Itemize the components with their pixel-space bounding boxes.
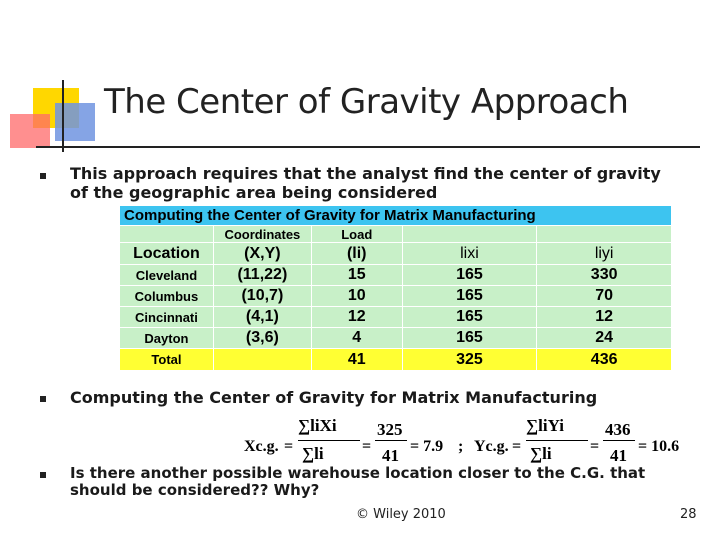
table-row: [120, 328, 672, 349]
bullet-text-3: Is there another possible warehouse location closer to the C.G. that should be considered?? Why?: [70, 464, 646, 499]
cell-total-lixi: 325: [402, 349, 537, 371]
cell-total-load: 41: [311, 349, 402, 371]
slide-title: The Center of Gravity Approach: [104, 82, 629, 122]
y-denominator: 41: [610, 446, 627, 465]
header-cell: [537, 226, 672, 243]
cell-liyi: 330: [537, 265, 672, 286]
cell-lixi: 165: [402, 307, 537, 328]
header-cell: Load: [311, 226, 402, 243]
header-cell: lixi: [402, 243, 537, 265]
x-numerator-sum: ∑liXi: [298, 416, 337, 435]
equals-sign: =: [590, 438, 600, 455]
page-number: 28: [680, 507, 697, 522]
cell-load: 10: [311, 286, 402, 307]
xcg-label: Xc.g.: [244, 438, 279, 455]
cell-liyi: 24: [537, 328, 672, 349]
cell-lixi: 165: [402, 328, 537, 349]
cell-coordinates: (11,22): [213, 265, 311, 286]
cell-total-liyi: 436: [537, 349, 672, 371]
cell-location: Cincinnati: [120, 307, 214, 328]
header-cell: Coordinates: [213, 226, 311, 243]
decor-vertical-line: [62, 80, 64, 152]
header-cell: [120, 226, 214, 243]
decor-red-square: [10, 114, 50, 148]
header-cell: liyi: [537, 243, 672, 265]
cell-load: 12: [311, 307, 402, 328]
x-denominator: 41: [382, 446, 399, 465]
header-cell: (li): [311, 243, 402, 265]
equals-sign: =: [362, 438, 372, 455]
cog-table: [119, 205, 672, 371]
cell-coordinates: (3,6): [213, 328, 311, 349]
equals-sign: =: [284, 438, 294, 455]
cell-location: Dayton: [120, 328, 214, 349]
bullet-text-1: This approach requires that the analyst find the center of gravity of the geographic area being considered: [70, 164, 661, 202]
footer-copyright: © Wiley 2010: [356, 507, 446, 522]
cell-coordinates: (4,1): [213, 307, 311, 328]
y-result: = 10.6: [638, 438, 680, 455]
separator: ;: [458, 438, 464, 455]
cell-lixi: 165: [402, 265, 537, 286]
table-title: Computing the Center of Gravity for Matrix Manufacturing: [120, 206, 672, 226]
equals-sign: =: [512, 438, 522, 455]
bullet-marker: [40, 472, 46, 478]
bullet-marker: [40, 396, 46, 402]
table-header-row: [120, 243, 672, 265]
table-row: [120, 265, 672, 286]
title-underline: [36, 146, 700, 148]
cell-coordinates: (10,7): [213, 286, 311, 307]
cell-location: Cleveland: [120, 265, 214, 286]
bullet-marker: [40, 173, 46, 179]
cell-total-label: Total: [120, 349, 214, 371]
header-cell: (X,Y): [213, 243, 311, 265]
y-numerator-sum: ∑liYi: [526, 416, 564, 435]
x-result: = 7.9: [410, 438, 444, 455]
y-numerator: 436: [605, 420, 631, 439]
fraction-bar: [603, 440, 635, 441]
bullet-text-2: Computing the Center of Gravity for Matrix Manufacturing: [70, 388, 598, 407]
table-header-row: [120, 226, 672, 243]
y-denominator-sum: ∑li: [530, 444, 552, 463]
x-numerator: 325: [377, 420, 403, 439]
table-row: [120, 286, 672, 307]
header-cell: Location: [120, 243, 214, 265]
table-total-row: [120, 349, 672, 371]
x-denominator-sum: ∑li: [302, 444, 324, 463]
cell-liyi: 70: [537, 286, 672, 307]
cell-liyi: 12: [537, 307, 672, 328]
cell-total-coordinates: [213, 349, 311, 371]
cell-lixi: 165: [402, 286, 537, 307]
fraction-bar: [526, 440, 588, 441]
ycg-label: Yc.g.: [474, 438, 509, 455]
decor-blue-square: [55, 103, 95, 141]
fraction-bar: [298, 440, 360, 441]
cell-load: 4: [311, 328, 402, 349]
header-cell: [402, 226, 537, 243]
cell-location: Columbus: [120, 286, 214, 307]
cell-load: 15: [311, 265, 402, 286]
fraction-bar: [375, 440, 407, 441]
table-row: [120, 307, 672, 328]
